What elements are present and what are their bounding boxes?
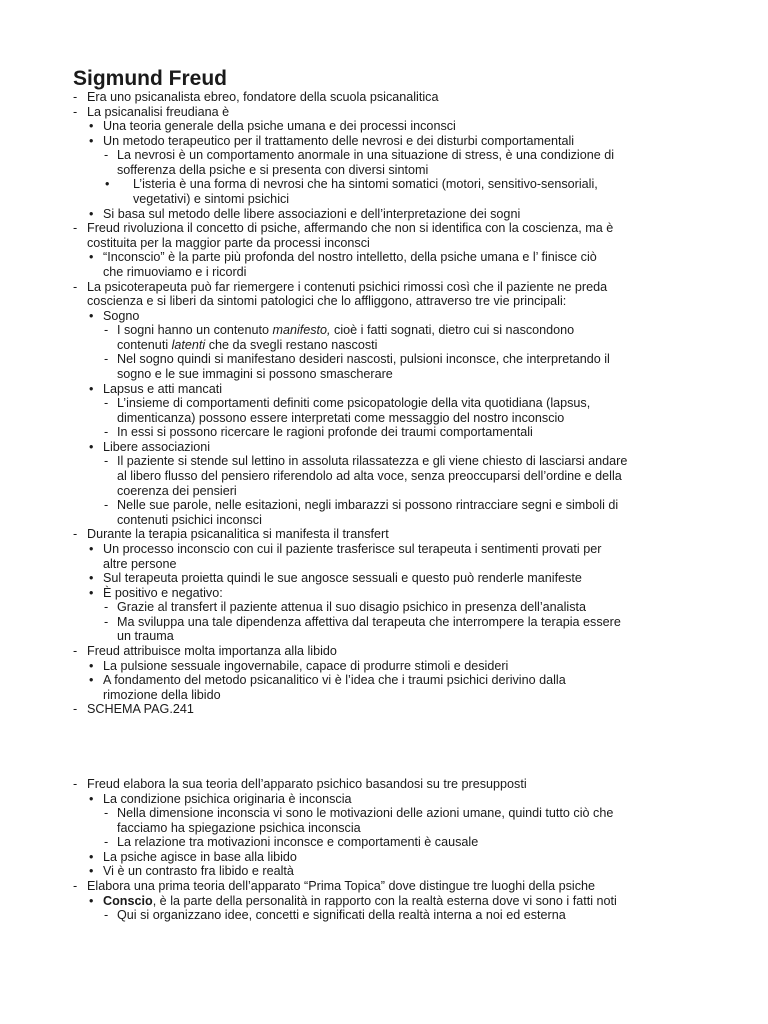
dot-bullet-icon: •: [89, 541, 94, 556]
list-item-text: [103, 265, 246, 280]
text-run: rimozione della libido: [103, 687, 221, 702]
text-run: Sul terapeuta proietta quindi le sue angosce sessuali e questo può renderle manifeste: [103, 571, 582, 586]
text-run: La psicoterapeuta può far riemergere i contenuti psichici rimossi così che il paziente ne preda: [87, 279, 608, 294]
dot-bullet-icon: •: [89, 658, 94, 673]
italic-term: manifesto,: [272, 323, 331, 338]
list-item-text: [87, 280, 607, 295]
dash-bullet-icon: -: [104, 908, 109, 923]
list-item: [0, 148, 768, 163]
list-item: [0, 792, 768, 807]
list-item-text: [117, 513, 262, 528]
text-run: Un processo inconscio con cui il paziente trasferisce sul terapeuta i sentimenti provati per: [103, 541, 602, 556]
text-run: contenuti: [117, 337, 172, 352]
list-item-text: [87, 294, 566, 309]
list-item-text: [87, 879, 595, 894]
list-item: [0, 850, 768, 865]
italic-term: latenti: [171, 337, 206, 352]
text-run: A fondamento del metodo psicanalitico vi è l’idea che i traumi psichici derivino dalla: [103, 673, 566, 688]
list-item: [0, 557, 768, 572]
list-item-text: [103, 440, 210, 455]
list-item-text: [117, 806, 613, 821]
text-run: dimenticanza) possono essere interpretati come messaggio del nostro inconscio: [117, 410, 565, 425]
list-item: [0, 908, 768, 923]
dot-bullet-icon: •: [105, 177, 110, 192]
text-run: facciamo ha spiegazione psichica inconscia: [117, 820, 361, 835]
list-item-text: [103, 850, 297, 865]
list-item-text: [87, 90, 438, 105]
list-item: [0, 615, 768, 630]
bold-term: Conscio: [103, 893, 153, 908]
list-item: [0, 777, 768, 792]
dot-bullet-icon: •: [89, 133, 94, 148]
list-item-text: [103, 894, 617, 909]
list-item: [0, 835, 768, 850]
text-run: La psiche agisce in base alla libido: [103, 849, 297, 864]
page-title: Sigmund Freud: [73, 67, 227, 90]
list-item-text: [117, 338, 377, 353]
list-item-text: [103, 134, 574, 149]
list-item: [0, 90, 768, 105]
list-item: [0, 294, 768, 309]
dot-bullet-icon: •: [89, 849, 94, 864]
text-run: La psicanalisi freudiana è: [87, 104, 230, 119]
dot-bullet-icon: •: [89, 250, 94, 265]
list-item-text: [133, 177, 598, 192]
text-run: , è la parte della personalità in rapporto con la realtà esterna dove vi sono i fatti noti: [152, 893, 617, 908]
notes-block-1: [0, 90, 768, 717]
list-item-text: [87, 236, 370, 251]
dash-bullet-icon: -: [104, 396, 109, 411]
text-run: “Inconscio” è la parte più profonda del nostro intelletto, della psiche umana e l’ finisce ciò: [103, 250, 597, 265]
list-item-text: [117, 469, 622, 484]
list-item: [0, 571, 768, 586]
list-item: [0, 105, 768, 120]
list-item-text: [103, 688, 221, 703]
list-item: [0, 425, 768, 440]
list-item: [0, 821, 768, 836]
list-item-text: [103, 586, 223, 601]
text-run: Era uno psicanalista ebreo, fondatore della scuola psicanalitica: [87, 90, 439, 104]
text-run: Freud attribuisce molta importanza alla libido: [87, 643, 337, 658]
text-run: L’insieme di comportamenti definiti come psicopatologie della vita quotidiana (lapsus,: [117, 396, 591, 411]
text-run: Nelle sue parole, nelle esitazioni, negli imbarazzi si possono rintracciare segni e simboli di: [117, 498, 619, 513]
list-item: [0, 207, 768, 222]
list-item-text: [87, 702, 194, 717]
dot-bullet-icon: •: [89, 864, 94, 879]
text-run: che rimuoviamo e i ricordi: [103, 264, 247, 279]
dot-bullet-icon: •: [89, 791, 94, 806]
text-run: Ma sviluppa una tale dipendenza affettiva dal terapeuta che interrompere la terapia essere: [117, 614, 621, 629]
list-item: [0, 367, 768, 382]
list-item-text: [87, 777, 527, 792]
list-item-text: [103, 571, 582, 586]
list-item: [0, 498, 768, 513]
dash-bullet-icon: -: [104, 614, 109, 629]
list-item: [0, 586, 768, 601]
list-item: [0, 192, 768, 207]
list-item-text: [117, 600, 586, 615]
text-run: coscienza e si liberi da sintomi patologici che lo affliggono, attraverso tre vie principali:: [87, 294, 567, 309]
text-run: che da svegli restano nascosti: [205, 337, 378, 352]
list-item-text: [87, 105, 229, 120]
text-run: Nel sogno quindi si manifestano desideri nascosti, pulsioni inconsce, che interpretando il: [117, 352, 610, 367]
list-item-text: [117, 163, 428, 178]
list-item: [0, 119, 768, 134]
list-item-text: [103, 207, 520, 222]
text-run: Nella dimensione inconscia vi sono le motivazioni delle azioni umane, quindi tutto ciò che: [117, 806, 614, 821]
list-item: [0, 629, 768, 644]
list-item-text: [117, 835, 478, 850]
text-run: Sogno: [103, 308, 140, 323]
list-item: [0, 134, 768, 149]
list-item: [0, 323, 768, 338]
list-item: [0, 163, 768, 178]
list-item-text: [117, 367, 393, 382]
list-item-text: [117, 908, 566, 923]
list-item: [0, 806, 768, 821]
dash-bullet-icon: -: [73, 643, 78, 658]
list-item-text: [103, 557, 177, 572]
dot-bullet-icon: •: [89, 206, 94, 221]
text-run: La pulsione sessuale ingovernabile, capace di produrre stimoli e desideri: [103, 658, 509, 673]
dash-bullet-icon: -: [73, 702, 78, 717]
text-run: Si basa sul metodo delle libere associazioni e dell’interpretazione dei sogni: [103, 206, 521, 221]
list-item: [0, 542, 768, 557]
text-run: Durante la terapia psicanalitica si manifesta il transfert: [87, 527, 389, 542]
list-item: [0, 879, 768, 894]
list-item-text: [103, 792, 352, 807]
list-item-text: [103, 250, 597, 265]
text-run: Grazie al transfert il paziente attenua il suo disagio psichico in presenza dell’analista: [117, 600, 587, 615]
text-run: Freud elabora la sua teoria dell’apparato psichico basandosi su tre presupposti: [87, 777, 527, 791]
list-item: [0, 454, 768, 469]
text-run: Un metodo terapeutico per il trattamento delle nevrosi e dei disturbi comportamentali: [103, 133, 575, 148]
list-item: [0, 221, 768, 236]
list-item-text: [103, 659, 508, 674]
list-item-text: [117, 498, 618, 513]
dash-bullet-icon: -: [104, 148, 109, 163]
list-item-text: [117, 323, 574, 338]
list-item-text: [103, 119, 456, 134]
text-run: I sogni hanno un contenuto: [117, 323, 273, 338]
dot-bullet-icon: •: [89, 119, 94, 134]
list-item-text: [117, 615, 621, 630]
text-run: Vi è un contrasto fra libido e realtà: [103, 864, 294, 879]
list-item: [0, 659, 768, 674]
text-run: È positivo e negativo:: [103, 585, 223, 600]
text-run: La nevrosi è un comportamento anormale in una situazione di stress, è una condizione di: [117, 148, 615, 163]
list-item: [0, 265, 768, 280]
dash-bullet-icon: -: [104, 454, 109, 469]
dot-bullet-icon: •: [89, 673, 94, 688]
text-run: cioè i fatti sognati, dietro cui si nascondono: [330, 323, 575, 338]
list-item: [0, 309, 768, 324]
dash-bullet-icon: -: [104, 600, 109, 615]
text-run: vegetativi) e sintomi psichici: [133, 192, 290, 207]
text-run: Lapsus e atti mancati: [103, 381, 223, 396]
dot-bullet-icon: •: [89, 571, 94, 586]
text-run: sofferenza della psiche e si presenta con diversi sintomi: [117, 162, 429, 177]
dot-bullet-icon: •: [89, 439, 94, 454]
text-run: Elabora una prima teoria dell’apparato “Prima Topica” dove distingue tre luoghi della psiche: [87, 879, 596, 894]
list-item-text: [103, 864, 294, 879]
text-run: contenuti psichici inconsci: [117, 512, 262, 527]
list-item-text: [117, 396, 590, 411]
list-item: [0, 469, 768, 484]
dash-bullet-icon: -: [73, 527, 78, 542]
list-item: [0, 177, 768, 192]
list-item: [0, 396, 768, 411]
list-item: [0, 864, 768, 879]
dot-bullet-icon: •: [89, 585, 94, 600]
list-item: [0, 688, 768, 703]
list-item-text: [117, 484, 237, 499]
list-item-text: [103, 542, 601, 557]
list-item: [0, 352, 768, 367]
list-item-text: [103, 673, 566, 688]
text-run: L’isteria è una forma di nevrosi che ha sintomi somatici (motori, sensitivo-sensoriali,: [133, 177, 598, 192]
list-item-text: [133, 192, 289, 207]
list-item-text: [87, 527, 389, 542]
text-run: Freud rivoluziona il concetto di psiche, affermando che non si identifica con la coscienza, ma è: [87, 221, 614, 236]
dash-bullet-icon: -: [104, 498, 109, 513]
list-item-text: [117, 425, 533, 440]
list-item-text: [117, 352, 610, 367]
list-item-text: [117, 148, 614, 163]
text-run: al libero flusso del pensiero riferendolo ad alta voce, senza preoccuparsi dell’ordine e della: [117, 469, 622, 484]
dash-bullet-icon: -: [104, 323, 109, 338]
list-item: [0, 440, 768, 455]
list-item: [0, 673, 768, 688]
list-item: [0, 484, 768, 499]
list-item: [0, 513, 768, 528]
dot-bullet-icon: •: [89, 308, 94, 323]
dash-bullet-icon: -: [73, 90, 78, 104]
text-run: In essi si possono ricercare le ragioni profonde dei traumi comportamentali: [117, 425, 533, 440]
text-run: costituita per la maggior parte da processi inconsci: [87, 235, 370, 250]
list-item: [0, 280, 768, 295]
list-item-text: [87, 221, 613, 236]
dash-bullet-icon: -: [73, 279, 78, 294]
dash-bullet-icon: -: [104, 835, 109, 850]
list-item: [0, 236, 768, 251]
list-item-text: [117, 821, 361, 836]
dash-bullet-icon: -: [104, 806, 109, 821]
text-run: coerenza dei pensieri: [117, 483, 237, 498]
dot-bullet-icon: •: [89, 893, 94, 908]
dash-bullet-icon: -: [73, 879, 78, 894]
list-item: [0, 338, 768, 353]
text-run: Il paziente si stende sul lettino in assoluta rilassatezza e gli viene chiesto di lasciarsi andare: [117, 454, 628, 469]
list-item: [0, 702, 768, 717]
list-item-text: [103, 309, 139, 324]
text-run: La condizione psichica originaria è inconscia: [103, 791, 352, 806]
dash-bullet-icon: -: [104, 425, 109, 440]
dash-bullet-icon: -: [73, 221, 78, 236]
text-run: SCHEMA PAG.241: [87, 702, 194, 717]
text-run: Una teoria generale della psiche umana e dei processi inconsci: [103, 119, 456, 134]
dash-bullet-icon: -: [104, 352, 109, 367]
text-run: un trauma: [117, 629, 174, 644]
notes-block-2: [0, 777, 768, 923]
dash-bullet-icon: -: [73, 104, 78, 119]
dash-bullet-icon: -: [73, 777, 78, 791]
list-item-text: [117, 629, 174, 644]
list-item-text: [117, 411, 564, 426]
list-item: [0, 411, 768, 426]
list-item: [0, 894, 768, 909]
list-item: [0, 644, 768, 659]
list-item: [0, 600, 768, 615]
text-run: altre persone: [103, 556, 177, 571]
dot-bullet-icon: •: [89, 381, 94, 396]
list-item: [0, 250, 768, 265]
text-run: sogno e le sue immagini si possono smascherare: [117, 366, 393, 381]
text-run: Qui si organizzano idee, concetti e significati della realtà interna a noi ed esterna: [117, 908, 566, 923]
list-item-text: [117, 454, 627, 469]
text-run: Libere associazioni: [103, 439, 211, 454]
text-run: La relazione tra motivazioni inconsce e comportamenti è causale: [117, 835, 479, 850]
list-item-text: [103, 382, 222, 397]
list-item: [0, 382, 768, 397]
list-item: [0, 527, 768, 542]
list-item-text: [87, 644, 337, 659]
